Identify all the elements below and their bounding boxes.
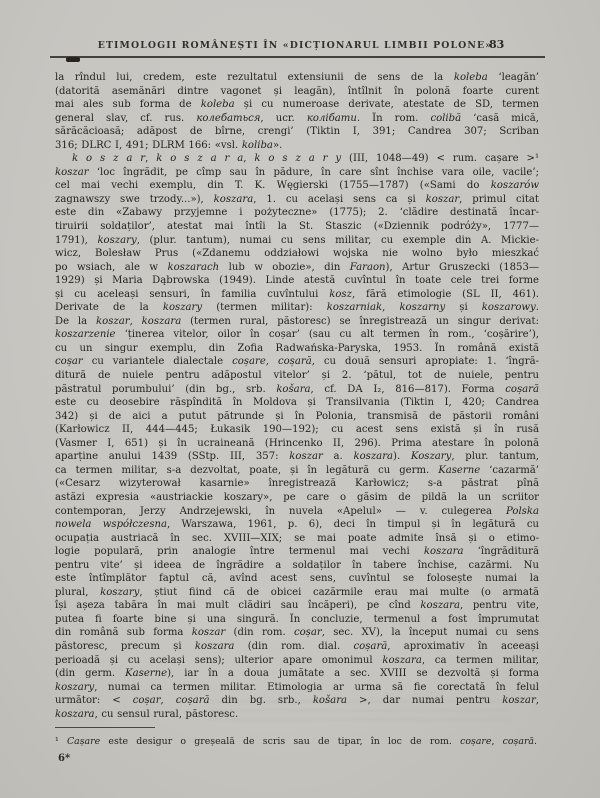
text-line: wicz, Bolesław Prus («Zdanemu oddziałowi wojska nie wolno było mieszkać xyxy=(55,248,539,260)
text-line: mai ales sub forma de koleba și cu numeroase derivate, atestate de SD, termen xyxy=(55,99,539,111)
text-line: tiruirii soldaților’, atestat mai întîi la St. Staszic («Dziennik podróży», 1777— xyxy=(55,221,539,233)
text-line: («Cesarz wizyterował kasarnie» înregistrează Karłowicz; s-a păstrat pînă xyxy=(55,478,539,490)
footnote xyxy=(55,736,537,749)
footnote-separator-rule xyxy=(55,727,155,728)
paragraph xyxy=(55,152,539,721)
text-line: cu un singur exemplu, din Zofia Radwańska-Paryska, 1953. În română există xyxy=(55,342,539,354)
text-line: cel mai vechi exemplu, din T. K. Węgierski (1755—1787) («Sami do koszarów xyxy=(55,180,539,192)
text-line: koszarzenie ‘ținerea vitelor, oilor în coșar’ (sau cu alt termen în rom., ‘coșărire’), xyxy=(55,329,539,341)
text-line: (Karłowicz II, 444—445; Łukasik 190—192); cu acest sens există și în rusă xyxy=(55,424,539,436)
text-line: este cu deosebire răspîndită în Moldova și Transilvania (Tiktin I, 420; Candrea xyxy=(55,397,539,409)
text-line: sărăcăcioasă; adăpost de bîrne, crengi’ (Tiktin I, 391; Candrea 307; Scriban xyxy=(55,126,539,138)
text-line: din română sub forma koszar (din rom. coșar, sec. XV), la început numai cu sens xyxy=(55,627,539,639)
body-text xyxy=(55,71,539,721)
text-line: 342) și de aici a putut pătrunde și în Polonia, transmisă de păstorii români xyxy=(55,410,539,422)
text-line: koszara, cu sensul rural, păstoresc. xyxy=(55,708,239,720)
text-line: (Vasmer I, 651) și în ucraineană (Hrincenko II, 296). Prima atestare în polonă xyxy=(55,437,539,449)
text-line: general slav, cf. rus. колебаться, ucr. колібати. În rom. colibă ‘casă mică, xyxy=(55,112,539,124)
text-line: nowela współczesna, Warszawa, 1961, p. 6), deci în timpul și în legătură cu xyxy=(55,519,539,531)
text-line: zagnawszy swe trzody...»), koszara, 1. cu același sens ca și koszar, primul citat xyxy=(55,193,539,205)
text-line: păstratul porumbului’ (din bg., srb. košara, cf. DA I₂, 816—817). Forma coșară xyxy=(55,383,539,395)
text-line: koszary, numai ca termen militar. Etimologia ar urma să fie corectată în felul xyxy=(55,681,539,693)
text-line: își așeza tabăra în mai mult clădiri sau încăperi), pe cînd koszara, pentru vite, xyxy=(55,600,539,612)
header-rule xyxy=(50,56,545,58)
text-line: plural, koszary, știut fiind că de obicei cazărmile erau mai multe (o armată xyxy=(55,586,539,598)
ink-smudge xyxy=(66,57,80,62)
text-line: la rîndul lui, credem, este rezultatul extensiunii de sens de la koleba ‘leagăn’ xyxy=(55,72,539,83)
text-line: ocupația austriacă în sec. XVIII—XIX; se mai poate admite însă și o etimo- xyxy=(55,532,539,544)
text-line: contemporan, Jerzy Andrzejewski, în nuvela «Apelul» — v. culegerea Polska xyxy=(55,505,539,517)
page-number: 83 xyxy=(489,38,505,51)
text-line: este din «Zabawy przyjemne i pożyteczne» (1775); 2. ‘clădire destinată încar- xyxy=(55,207,539,219)
text-line: ¹ Cașare este desigur o greșeală de scris sau de tipar, în loc de rom. coșare, coșară. xyxy=(55,736,537,747)
text-line: logie populară, prin analogie între termenul mai vechi koszara ‘îngrăditură xyxy=(55,546,539,558)
text-line: și cu aceleași sensuri, în familia cuvîntului kosz, fără etimologie (SL II, 461). xyxy=(55,288,539,300)
text-line: coșar cu variantele dialectale coșare, coșară, cu două sensuri apropiate: 1. ‘îngră- xyxy=(55,356,539,368)
paragraph xyxy=(55,736,537,749)
text-line: (datorită asemănări dintre vagonet și leagăn), întîlnit în polonă foarte curent xyxy=(55,85,539,97)
text-line: perioadă și cu același sens); ulterior apare omonimul koszara, ca termen militar, xyxy=(55,654,539,666)
text-line: putea fi foarte bine și una singură. În concluzie, termenul a fost împrumutat xyxy=(55,613,539,625)
text-line: este întîmplător faptul că, avînd acest sens, cuvîntul se folosește numai la xyxy=(55,573,539,585)
text-line: 1929) și Maria Dąbrowska (1949). Linde atestă cuvîntul în toate cele trei forme xyxy=(55,275,539,287)
text-line: următor: < coșar, coșară din bg. srb., košara >, dar numai pentru koszar, xyxy=(55,695,539,707)
sheet-signature-mark: 6* xyxy=(58,753,71,764)
running-header-title: ETIMOLOGII ROMÂNEȘTI ÎN «DICȚIONARUL LIMBII POLONE» xyxy=(97,40,493,51)
paragraph xyxy=(55,71,539,152)
text-line: astăzi expresia «austriackie koszary», pe care o găsim de pildă la un scriitor xyxy=(55,491,539,503)
text-line: ditură de nuiele pentru adăpostul vitelor’ și 2. ‘pătul, tot de nuiele, pentru xyxy=(55,370,539,382)
text-line: 1791), koszary, (plur. tantum), numai cu sens militar, cu exemple din A. Mickie- xyxy=(55,234,539,246)
text-line: (din germ. Kaserne), iar în a doua jumătate a sec. XVIII se dezvoltă și forma xyxy=(55,668,539,680)
text-line: păstoresc, precum și koszara (din rom. dial. coșară, aproximativ în aceeași xyxy=(55,640,539,652)
text-line: 316; DLRC I, 491; DLRM 166: «vsl. koliba». xyxy=(55,139,283,151)
text-line: aparține anului 1439 (SStp. III, 357: koszar a. koszara). Koszary, plur. tantum, xyxy=(55,451,539,463)
text-line: koszar ‘loc îngrădit, pe cîmp sau în pădure, în care sînt închise vara oile, vacile’; xyxy=(55,166,539,178)
text-line: ca termen militar, s-a dezvoltat, poate, și în legătură cu germ. Kaserne ‘cazarmă’ xyxy=(55,464,539,476)
text-line: po wsiach, ale w koszarach lub w obozie», din Faraon), Artur Gruszecki (1853— xyxy=(55,261,539,273)
text-line: k o s z a r, k o s z a r a, k o s z a r y (III, 1048—49) < rum. cașare >¹ xyxy=(72,153,539,165)
text-line: pentru vite’ și ideea de îngrădire a soldaților în tabere închise, cazărmi. Nu xyxy=(55,559,539,571)
text-line: Derivate de la koszary (termen militar): koszarniak, koszarny și koszarowy. xyxy=(55,302,539,314)
text-line: De la koszar, koszara (termen rural, păstoresc) se înregistrează un singur derivat: xyxy=(55,315,539,327)
